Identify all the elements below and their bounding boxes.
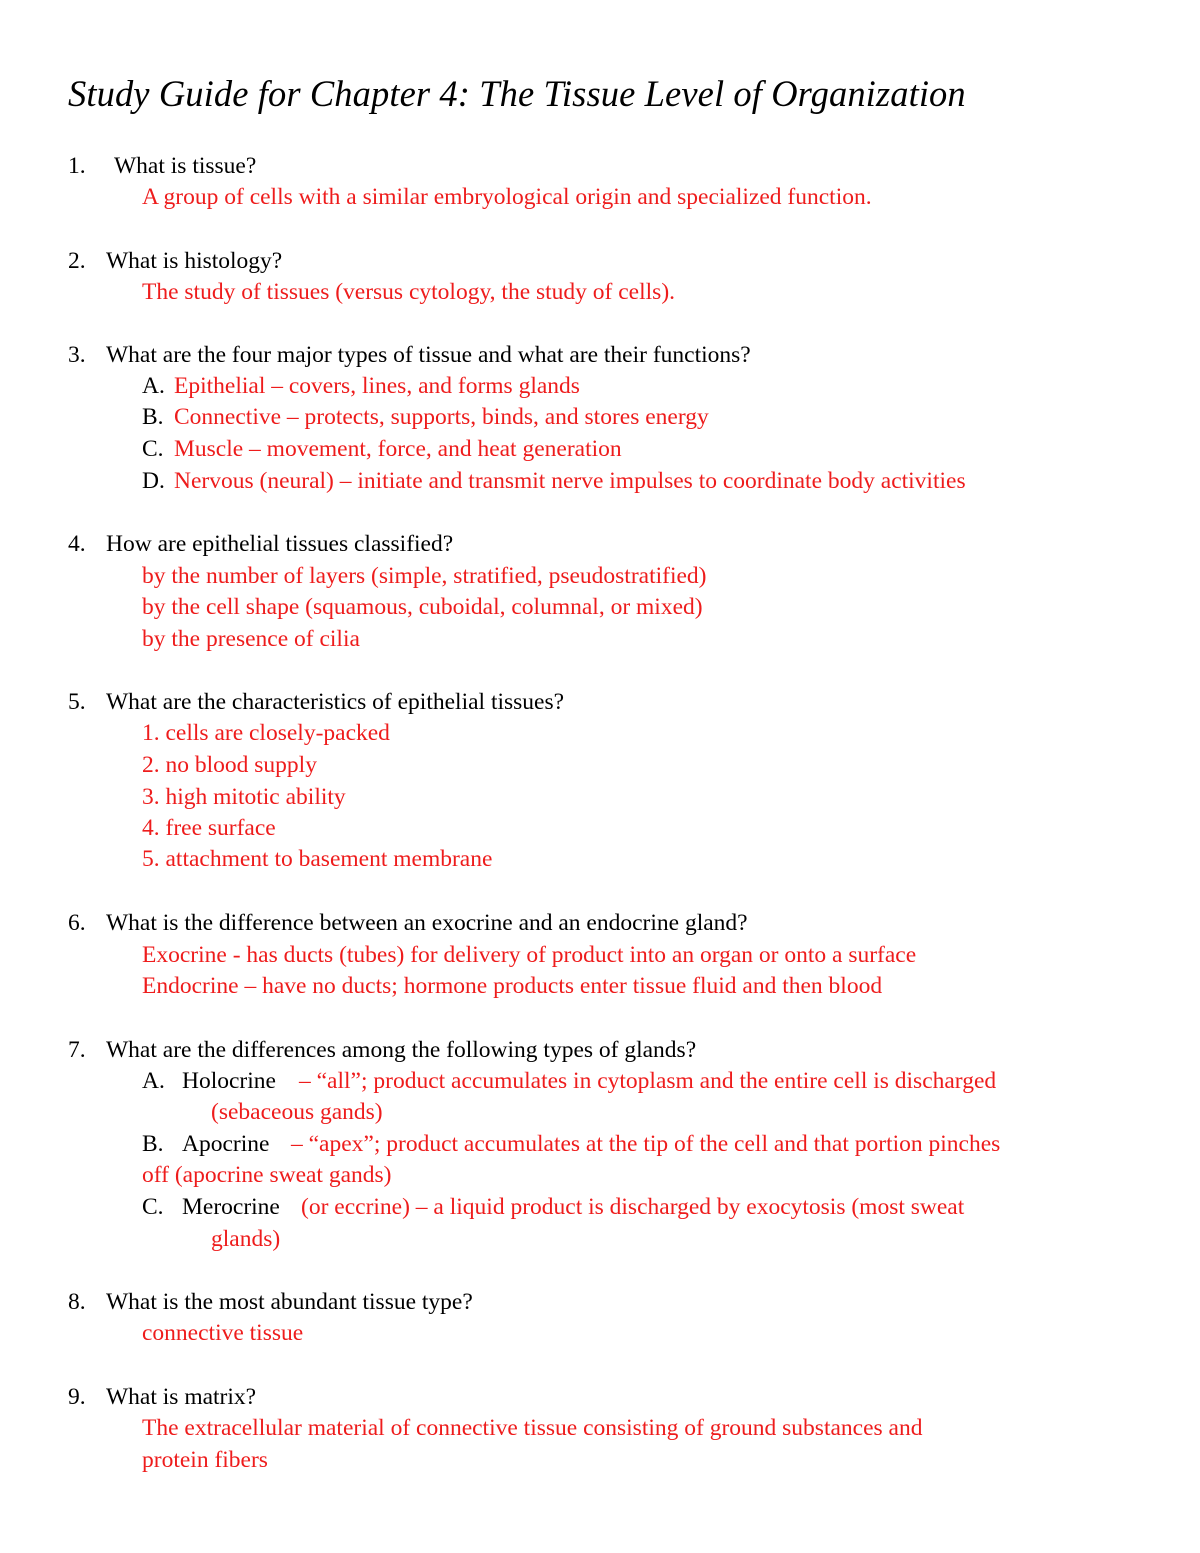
gland-name: Merocrine bbox=[182, 1194, 280, 1220]
question-number: 2. bbox=[68, 248, 86, 274]
answer-line: by the cell shape (squamous, cuboidal, columnal, or mixed) bbox=[142, 594, 703, 620]
gland-description: off (apocrine sweat gands) bbox=[142, 1162, 392, 1188]
answer-line: by the number of layers (simple, stratified, pseudostratified) bbox=[142, 563, 707, 589]
answer-line: 4. free surface bbox=[142, 815, 276, 841]
answer-line: by the presence of cilia bbox=[142, 626, 360, 652]
list-marker: D. bbox=[142, 468, 165, 494]
question-number: 7. bbox=[68, 1037, 86, 1063]
answer-line: 1. cells are closely-packed bbox=[142, 720, 390, 746]
question-text: What is tissue? bbox=[114, 153, 257, 179]
question-text: What is histology? bbox=[106, 248, 283, 274]
question-text: How are epithelial tissues classified? bbox=[106, 531, 454, 557]
answer-item: Muscle – movement, force, and heat generation bbox=[174, 436, 622, 462]
answer-line: 2. no blood supply bbox=[142, 752, 317, 778]
answer-line: protein fibers bbox=[142, 1447, 268, 1473]
question-number: 8. bbox=[68, 1289, 86, 1315]
document-title: Study Guide for Chapter 4: The Tissue Level of Organization bbox=[68, 73, 966, 114]
question-number: 1. bbox=[68, 153, 86, 179]
list-marker: B. bbox=[142, 1131, 164, 1157]
question-text: What is the difference between an exocrine and an endocrine gland? bbox=[106, 910, 748, 936]
question-number: 3. bbox=[68, 342, 86, 368]
answer-item: Connective – protects, supports, binds, and stores energy bbox=[174, 404, 709, 430]
list-marker: A. bbox=[142, 373, 165, 399]
answer-item: Epithelial – covers, lines, and forms glands bbox=[174, 373, 580, 399]
answer-text: The study of tissues (versus cytology, the study of cells). bbox=[142, 279, 676, 305]
answer-text: A group of cells with a similar embryological origin and specialized function. bbox=[142, 184, 872, 210]
question-text: What is the most abundant tissue type? bbox=[106, 1289, 473, 1315]
question-number: 4. bbox=[68, 531, 86, 557]
question-text: What are the characteristics of epithelial tissues? bbox=[106, 689, 565, 715]
question-number: 5. bbox=[68, 689, 86, 715]
gland-name: Holocrine bbox=[182, 1068, 276, 1094]
gland-description: (sebaceous gands) bbox=[211, 1099, 383, 1125]
question-text: What are the differences among the following types of glands? bbox=[106, 1037, 697, 1063]
answer-line: The extracellular material of connective tissue consisting of ground substances and bbox=[142, 1415, 923, 1441]
list-marker: C. bbox=[142, 436, 164, 462]
answer-line: 5. attachment to basement membrane bbox=[142, 846, 493, 872]
gland-description: glands) bbox=[211, 1226, 281, 1252]
answer-text: connective tissue bbox=[142, 1320, 304, 1346]
question-text: What are the four major types of tissue and what are their functions? bbox=[106, 342, 751, 368]
gland-description: – “all”; product accumulates in cytoplasm and the entire cell is discharged bbox=[299, 1068, 997, 1094]
gland-name: Apocrine bbox=[182, 1131, 270, 1157]
gland-description: – “apex”; product accumulates at the tip of the cell and that portion pinches bbox=[291, 1131, 1001, 1157]
list-marker: C. bbox=[142, 1194, 164, 1220]
gland-description: (or eccrine) – a liquid product is discharged by exocytosis (most sweat bbox=[301, 1194, 965, 1220]
answer-line: 3. high mitotic ability bbox=[142, 784, 346, 810]
answer-line: Exocrine - has ducts (tubes) for delivery of product into an organ or onto a surface bbox=[142, 942, 917, 968]
question-number: 6. bbox=[68, 910, 86, 936]
question-text: What is matrix? bbox=[106, 1384, 257, 1410]
question-number: 9. bbox=[68, 1384, 86, 1410]
answer-item: Nervous (neural) – initiate and transmit nerve impulses to coordinate body activities bbox=[174, 468, 966, 494]
answer-line: Endocrine – have no ducts; hormone products enter tissue fluid and then blood bbox=[142, 973, 883, 999]
list-marker: A. bbox=[142, 1068, 165, 1094]
list-marker: B. bbox=[142, 404, 164, 430]
